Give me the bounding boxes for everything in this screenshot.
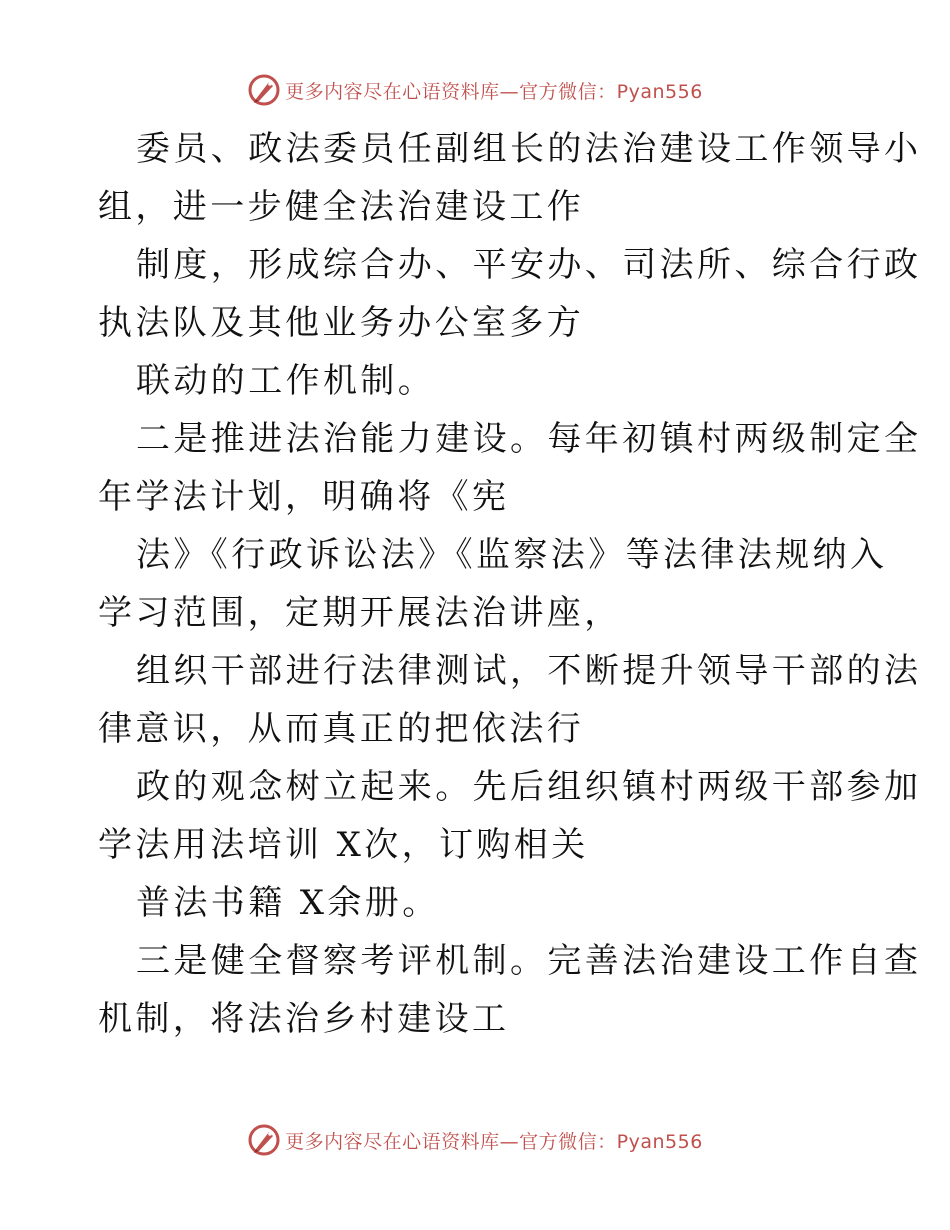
body-text-line: 学习范围，定期开展法治讲座， (98, 593, 622, 633)
body-text-line: 制度，形成综合办、平安办、司法所、综合行政 (136, 245, 922, 285)
body-text-line: 普法书籍 X余册。 (136, 883, 440, 923)
document-body (98, 120, 922, 1048)
body-text-line: 律意识，从而真正的把依法行 (98, 709, 585, 749)
body-text-line: 组织干部进行法律测试，不断提升领导干部的法 (136, 651, 922, 691)
pen-nib-logo-icon (247, 1123, 281, 1157)
body-text-line: 政的观念树立起来。先后组织镇村两级干部参加 (136, 767, 922, 807)
body-text-line: 机制，将法治乡村建设工 (98, 999, 510, 1039)
body-text-line: 法》《行政诉讼法》《监察法》等法律法规纳入 (136, 535, 888, 575)
body-text-line: 联动的工作机制。 (136, 361, 436, 401)
header-banner (0, 70, 950, 110)
body-text-line: 二是推进法治能力建设。每年初镇村两级制定全 (136, 419, 922, 459)
body-text-line: 年学法计划，明确将《宪 (98, 477, 510, 517)
body-text-line: 组，进一步健全法治建设工作 (98, 187, 585, 227)
footer-banner (0, 1120, 950, 1160)
body-text-line: 学法用法培训 X次，订购相关 (98, 825, 589, 865)
header-banner-text: 更多内容尽在心语资料库—官方微信：Pyan556 (285, 80, 703, 103)
body-text-line: 执法队及其他业务办公室多方 (98, 303, 585, 343)
body-text-line: 委员、政法委员任副组长的法治建设工作领导小 (136, 129, 922, 169)
pen-nib-logo-icon (247, 73, 281, 107)
body-text-line: 三是健全督察考评机制。完善法治建设工作自查 (136, 941, 922, 981)
footer-banner-text: 更多内容尽在心语资料库—官方微信：Pyan556 (285, 1130, 703, 1153)
